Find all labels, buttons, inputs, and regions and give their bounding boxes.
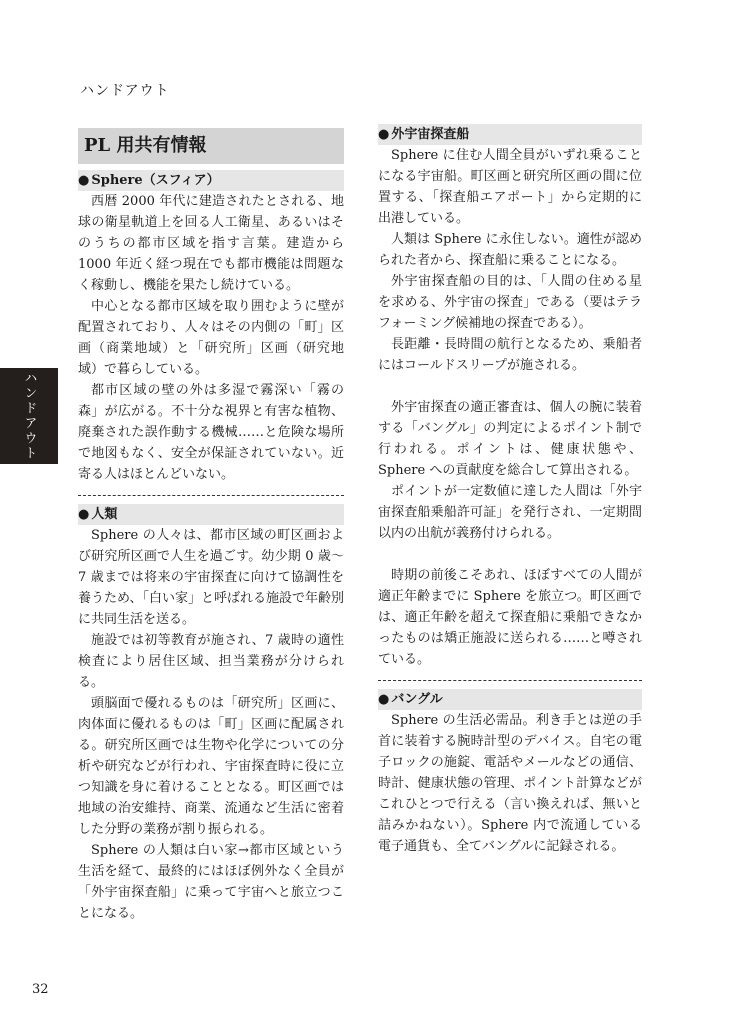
paragraph: 都市区域の壁の外は多湿で霧深い「霧の森」が広がる。不十分な視界と有害な植物、廃棄された誤作動する機械……と危険な場所で地図もなく、安全が保証されていない。近寄る人はほとんどいない。 [78, 383, 344, 482]
paragraph: 外宇宙探査船の目的は、「人間の住める星を求める、外宇宙の探査」である（要はテラフォーミング候補地の探査である）。 [378, 274, 642, 331]
bullet-icon: ● [78, 507, 90, 522]
section-divider [78, 495, 344, 496]
page-number: 32 [32, 982, 49, 997]
section-title: Sphere（スフィア） [91, 173, 220, 188]
paragraph: 施設では初等教育が施され、7 歳時の適性検査により居住区域、担当業務が分けられる。 [78, 633, 344, 690]
section-heading-humans [78, 504, 344, 525]
paragraph: Sphere の人類は白い家→都市区域という生活を経て、最終的にはほぼ例外なく全員が「外宇宙探査船」に乗って宇宙へと旅立つことになる。 [78, 843, 344, 921]
bullet-icon: ● [378, 692, 390, 707]
section-heading-sphere [78, 170, 344, 191]
bullet-icon: ● [78, 173, 90, 188]
section-divider [378, 680, 642, 681]
right-column [378, 124, 642, 857]
section-heading-bangle [378, 689, 642, 710]
paragraph: ポイントが一定数値に達した人間は「外宇宙探査船乗船許可証」を発行され、一定期間以内の出航が義務付けられる。 [378, 484, 642, 541]
section-heading-ship [378, 124, 642, 145]
paragraph: 時期の前後こそあれ、ほぼすべての人間が適正年齢までに Sphere を旅立つ。町区画では、適正年齢を超えて探査船に乗船できなかったものは矯正施設に送られる……と噂されている。 [378, 568, 642, 667]
bullet-icon: ● [378, 127, 390, 142]
paragraph-gap [378, 376, 642, 397]
paragraph: 中心となる都市区域を取り囲むように壁が配置されており、人々はその内側の「町」区画（商業地域）と「研究所」区画（研究地域）で暮らしている。 [78, 299, 344, 377]
left-column [78, 128, 344, 924]
section-title: バングル [391, 692, 443, 707]
paragraph-gap [378, 544, 642, 565]
running-head: ハンドアウト [80, 83, 170, 99]
main-heading: PL 用共有情報 [78, 128, 344, 164]
paragraph: Sphere の人々は、都市区域の町区画および研究所区画で人生を過ごす。幼少期 0 歳〜 7 歳までは将来の宇宙探査に向けて協調性を養うため、「白い家」と呼ばれる施設で年齢別に共同生活を送る。 [78, 528, 344, 627]
paragraph: 頭脳面で優れるものは「研究所」区画に、肉体面に優れるものは「町」区画に配属される。研究所区画では生物や化学についての分析や研究などが行われ、宇宙探査時に役に立つ知識を身に着けることとなる。町区画では地域の治安維持、商業、流通など生活に密着した分野の業務が割り振られる。 [78, 696, 344, 837]
paragraph: 長距離・長時間の航行となるため、乗船者にはコールドスリープが施される。 [378, 337, 642, 373]
paragraph: 人類は Sphere に永住しない。適性が認められた者から、探査船に乗ることになる。 [378, 232, 642, 268]
section-title: 人類 [91, 507, 118, 522]
paragraph: Sphere に住む人間全員がいずれ乗ることになる宇宙船。町区画と研究所区画の間に位置する、「探査船エアポート」から定期的に出港している。 [378, 148, 642, 226]
side-tab: ハンドアウト [0, 368, 58, 464]
paragraph: 西暦 2000 年代に建造されたとされる、地球の衛星軌道上を回る人工衛星、あるいはそのうちの都市区域を指す言葉。建造から 1000 年近く経つ現在でも都市機能は問題なく稼動し、機能を果たし続けている。 [78, 194, 344, 293]
paragraph: Sphere の生活必需品。利き手とは逆の手首に装着する腕時計型のデバイス。自宅の電子ロックの施錠、電話やメールなどの通信、時計、健康状態の管理、ポイント計算などがこれひとつで行える（言い換えれば、無いと詰みかねない）。Sphere 内で流通している電子通貨も、全てバングルに記録される。 [378, 713, 642, 854]
paragraph: 外宇宙探査の適正審査は、個人の腕に装着する「バングル」の判定によるポイント制で行われる。ポイントは、健康状態や、Sphere への貢献度を総合して算出される。 [378, 400, 642, 478]
section-title: 外宇宙探査船 [391, 127, 470, 142]
